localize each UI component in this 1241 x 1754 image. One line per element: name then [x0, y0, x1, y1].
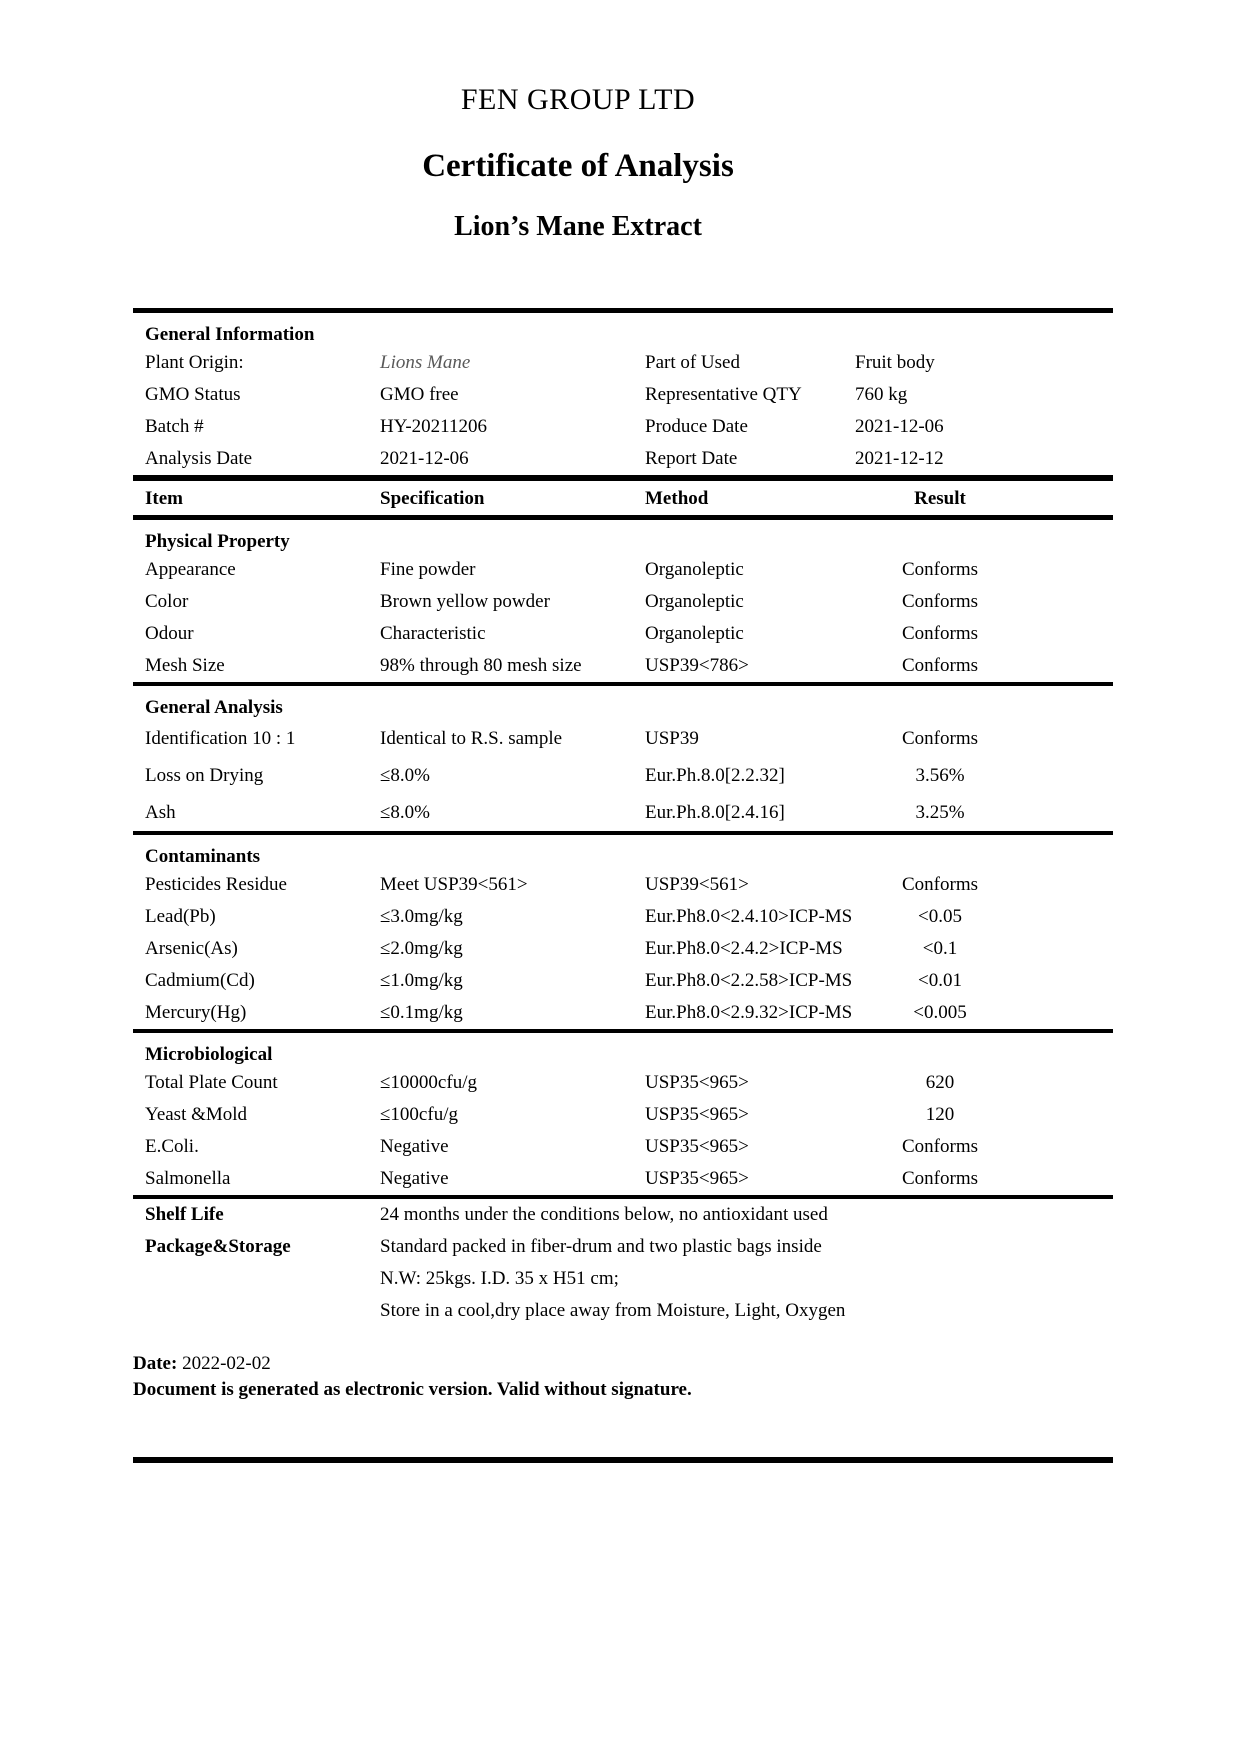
cell-item: Arsenic(As) — [145, 938, 238, 959]
cell-item: Total Plate Count — [145, 1072, 278, 1093]
cell-specification: ≤100cfu/g — [380, 1104, 458, 1125]
cell-method: USP39<561> — [645, 874, 749, 895]
table-row — [133, 757, 1113, 794]
cell-specification: ≤3.0mg/kg — [380, 906, 463, 927]
microbiological-section — [133, 1033, 1113, 1195]
product-name: Lion’s Mane Extract — [454, 211, 702, 242]
cell-method: Eur.Ph8.0<2.4.10>ICP-MS — [645, 906, 853, 927]
table-row — [133, 720, 1113, 757]
table-row — [133, 997, 1113, 1029]
package-storage-label: Package&Storage — [145, 1236, 291, 1257]
cell-result: <0.1 — [922, 938, 958, 959]
gi-value: 760 kg — [855, 384, 908, 405]
date-line — [133, 1351, 1113, 1377]
gi-label: GMO Status — [145, 384, 241, 405]
gi-label: Batch # — [145, 416, 204, 437]
cell-item: Odour — [145, 623, 194, 644]
cell-item: Appearance — [145, 559, 236, 580]
storage-section — [133, 1199, 1113, 1327]
gi-value: Fruit body — [855, 352, 935, 373]
table-row — [133, 965, 1113, 997]
gi-label: Representative QTY — [645, 384, 802, 405]
table-header-specification: Specification — [380, 488, 485, 509]
document-title: Certificate of Analysis — [422, 148, 734, 184]
cell-result: Conforms — [902, 728, 978, 749]
cell-specification: ≤0.1mg/kg — [380, 1002, 463, 1023]
cell-result: Conforms — [902, 623, 978, 644]
shelf-life-label: Shelf Life — [145, 1204, 224, 1225]
electronic-version-note: Document is generated as electronic version. Valid without signature. — [133, 1379, 692, 1400]
cell-item: Lead(Pb) — [145, 906, 216, 927]
cell-result: Conforms — [902, 559, 978, 580]
gi-label: Plant Origin: — [145, 352, 244, 373]
table-row — [133, 650, 1113, 682]
cell-specification: 98% through 80 mesh size — [380, 655, 582, 676]
contaminants-section — [133, 835, 1113, 1029]
cell-method: USP35<965> — [645, 1168, 749, 1189]
cell-specification: Negative — [380, 1168, 449, 1189]
cell-specification: ≤2.0mg/kg — [380, 938, 463, 959]
cell-specification: Identical to R.S. sample — [380, 728, 563, 749]
table-row — [133, 1099, 1113, 1131]
gi-label: Analysis Date — [145, 448, 253, 469]
table-row — [133, 933, 1113, 965]
date-value: 2022-02-02 — [182, 1353, 271, 1374]
cell-item: Ash — [145, 802, 176, 823]
section-title-contaminants: Contaminants — [145, 846, 261, 867]
gi-value: 2021-12-12 — [855, 448, 944, 469]
gi-value: 2021-12-06 — [855, 416, 944, 437]
section-title-physical-property: Physical Property — [145, 531, 290, 552]
signature-block — [133, 1351, 1113, 1403]
cell-specification: Meet USP39<561> — [380, 874, 528, 895]
gi-value: 2021-12-06 — [380, 448, 469, 469]
cell-result: Conforms — [902, 1136, 978, 1157]
package-storage-value: N.W: 25kgs. I.D. 35 x H51 cm; — [380, 1268, 619, 1289]
package-storage-row — [133, 1295, 1113, 1327]
certificate-body — [133, 308, 1113, 1463]
cell-item: Yeast &Mold — [145, 1104, 248, 1125]
cell-result: 3.25% — [915, 802, 965, 823]
general-info-row — [133, 443, 1113, 475]
cell-method: Eur.Ph.8.0[2.2.32] — [645, 765, 785, 786]
package-storage-value: Standard packed in fiber-drum and two plastic bags inside — [380, 1236, 822, 1257]
cell-specification: ≤8.0% — [380, 802, 431, 823]
spacer — [145, 1295, 380, 1327]
gi-label: Part of Used — [645, 352, 740, 373]
physical-property-section — [133, 520, 1113, 682]
package-storage-row — [133, 1231, 1113, 1263]
cell-method: Organoleptic — [645, 623, 744, 644]
section-title-general-analysis: General Analysis — [145, 697, 283, 718]
section-title-general-information: General Information — [145, 324, 315, 345]
cell-method: Eur.Ph8.0<2.2.58>ICP-MS — [645, 970, 853, 991]
cell-item: E.Coli. — [145, 1136, 199, 1157]
table-header-item: Item — [145, 488, 183, 509]
cell-method: Eur.Ph8.0<2.9.32>ICP-MS — [645, 1002, 853, 1023]
general-info-row — [133, 411, 1113, 443]
table-row — [133, 586, 1113, 618]
general-analysis-section — [133, 686, 1113, 831]
company-name: FEN GROUP LTD — [460, 83, 696, 116]
gi-label: Report Date — [645, 448, 738, 469]
cell-specification: ≤8.0% — [380, 765, 431, 786]
gi-value-plant-origin: Lions Mane — [380, 352, 471, 373]
cell-method: USP39<786> — [645, 655, 749, 676]
cell-result: <0.01 — [918, 970, 962, 991]
cell-result: Conforms — [902, 591, 978, 612]
cell-item: Cadmium(Cd) — [145, 970, 255, 991]
cell-method: USP35<965> — [645, 1072, 749, 1093]
shelf-life-value: 24 months under the conditions below, no antioxidant used — [380, 1204, 828, 1225]
cell-method: Eur.Ph.8.0[2.4.16] — [645, 802, 785, 823]
cell-method: Eur.Ph8.0<2.4.2>ICP-MS — [645, 938, 843, 959]
general-information-section — [133, 313, 1113, 475]
cell-item: Mesh Size — [145, 655, 225, 676]
gi-label: Produce Date — [645, 416, 748, 437]
table-row — [133, 794, 1113, 831]
gi-value: GMO free — [380, 384, 459, 405]
cell-method: Organoleptic — [645, 559, 744, 580]
cell-specification: Brown yellow powder — [380, 591, 550, 612]
table-row — [133, 1163, 1113, 1195]
date-label: Date: — [133, 1353, 178, 1374]
table-header-method: Method — [645, 488, 709, 509]
cell-item: Loss on Drying — [145, 765, 264, 786]
document-header — [133, 0, 1023, 244]
cell-specification: Negative — [380, 1136, 449, 1157]
cell-result: <0.005 — [913, 1002, 967, 1023]
table-row — [133, 869, 1113, 901]
divider-bottom — [133, 1457, 1113, 1463]
cell-method: Organoleptic — [645, 591, 744, 612]
table-header-result: Result — [914, 488, 966, 509]
cell-method: USP39 — [645, 728, 699, 749]
table-row — [133, 1131, 1113, 1163]
cell-item: Pesticides Residue — [145, 874, 287, 895]
table-row — [133, 618, 1113, 650]
cell-result: 3.56% — [915, 765, 965, 786]
spacer — [145, 1263, 380, 1295]
cell-item: Mercury(Hg) — [145, 1002, 247, 1023]
cell-item: Color — [145, 591, 189, 612]
table-row — [133, 1067, 1113, 1099]
cell-result: Conforms — [902, 1168, 978, 1189]
package-storage-row — [133, 1263, 1113, 1295]
cell-item: Salmonella — [145, 1168, 231, 1189]
package-storage-value: Store in a cool,dry place away from Moisture, Light, Oxygen — [380, 1300, 846, 1321]
cell-result: 120 — [925, 1104, 955, 1125]
table-row — [133, 901, 1113, 933]
shelf-life-row — [133, 1199, 1113, 1231]
table-row — [133, 554, 1113, 586]
general-info-row — [133, 347, 1113, 379]
cell-specification: Fine powder — [380, 559, 476, 580]
cell-item: Identification 10 : 1 — [145, 728, 296, 749]
section-title-microbiological: Microbiological — [145, 1044, 273, 1065]
table-header-row — [133, 481, 1113, 515]
cell-specification: Characteristic — [380, 623, 486, 644]
cell-method: USP35<965> — [645, 1104, 749, 1125]
cell-result: 620 — [925, 1072, 955, 1093]
cell-result: Conforms — [902, 874, 978, 895]
general-info-row — [133, 379, 1113, 411]
cell-specification: ≤10000cfu/g — [380, 1072, 477, 1093]
cell-result: Conforms — [902, 655, 978, 676]
cell-result: <0.05 — [918, 906, 962, 927]
cell-method: USP35<965> — [645, 1136, 749, 1157]
gi-value: HY-20211206 — [380, 416, 487, 437]
cell-specification: ≤1.0mg/kg — [380, 970, 463, 991]
